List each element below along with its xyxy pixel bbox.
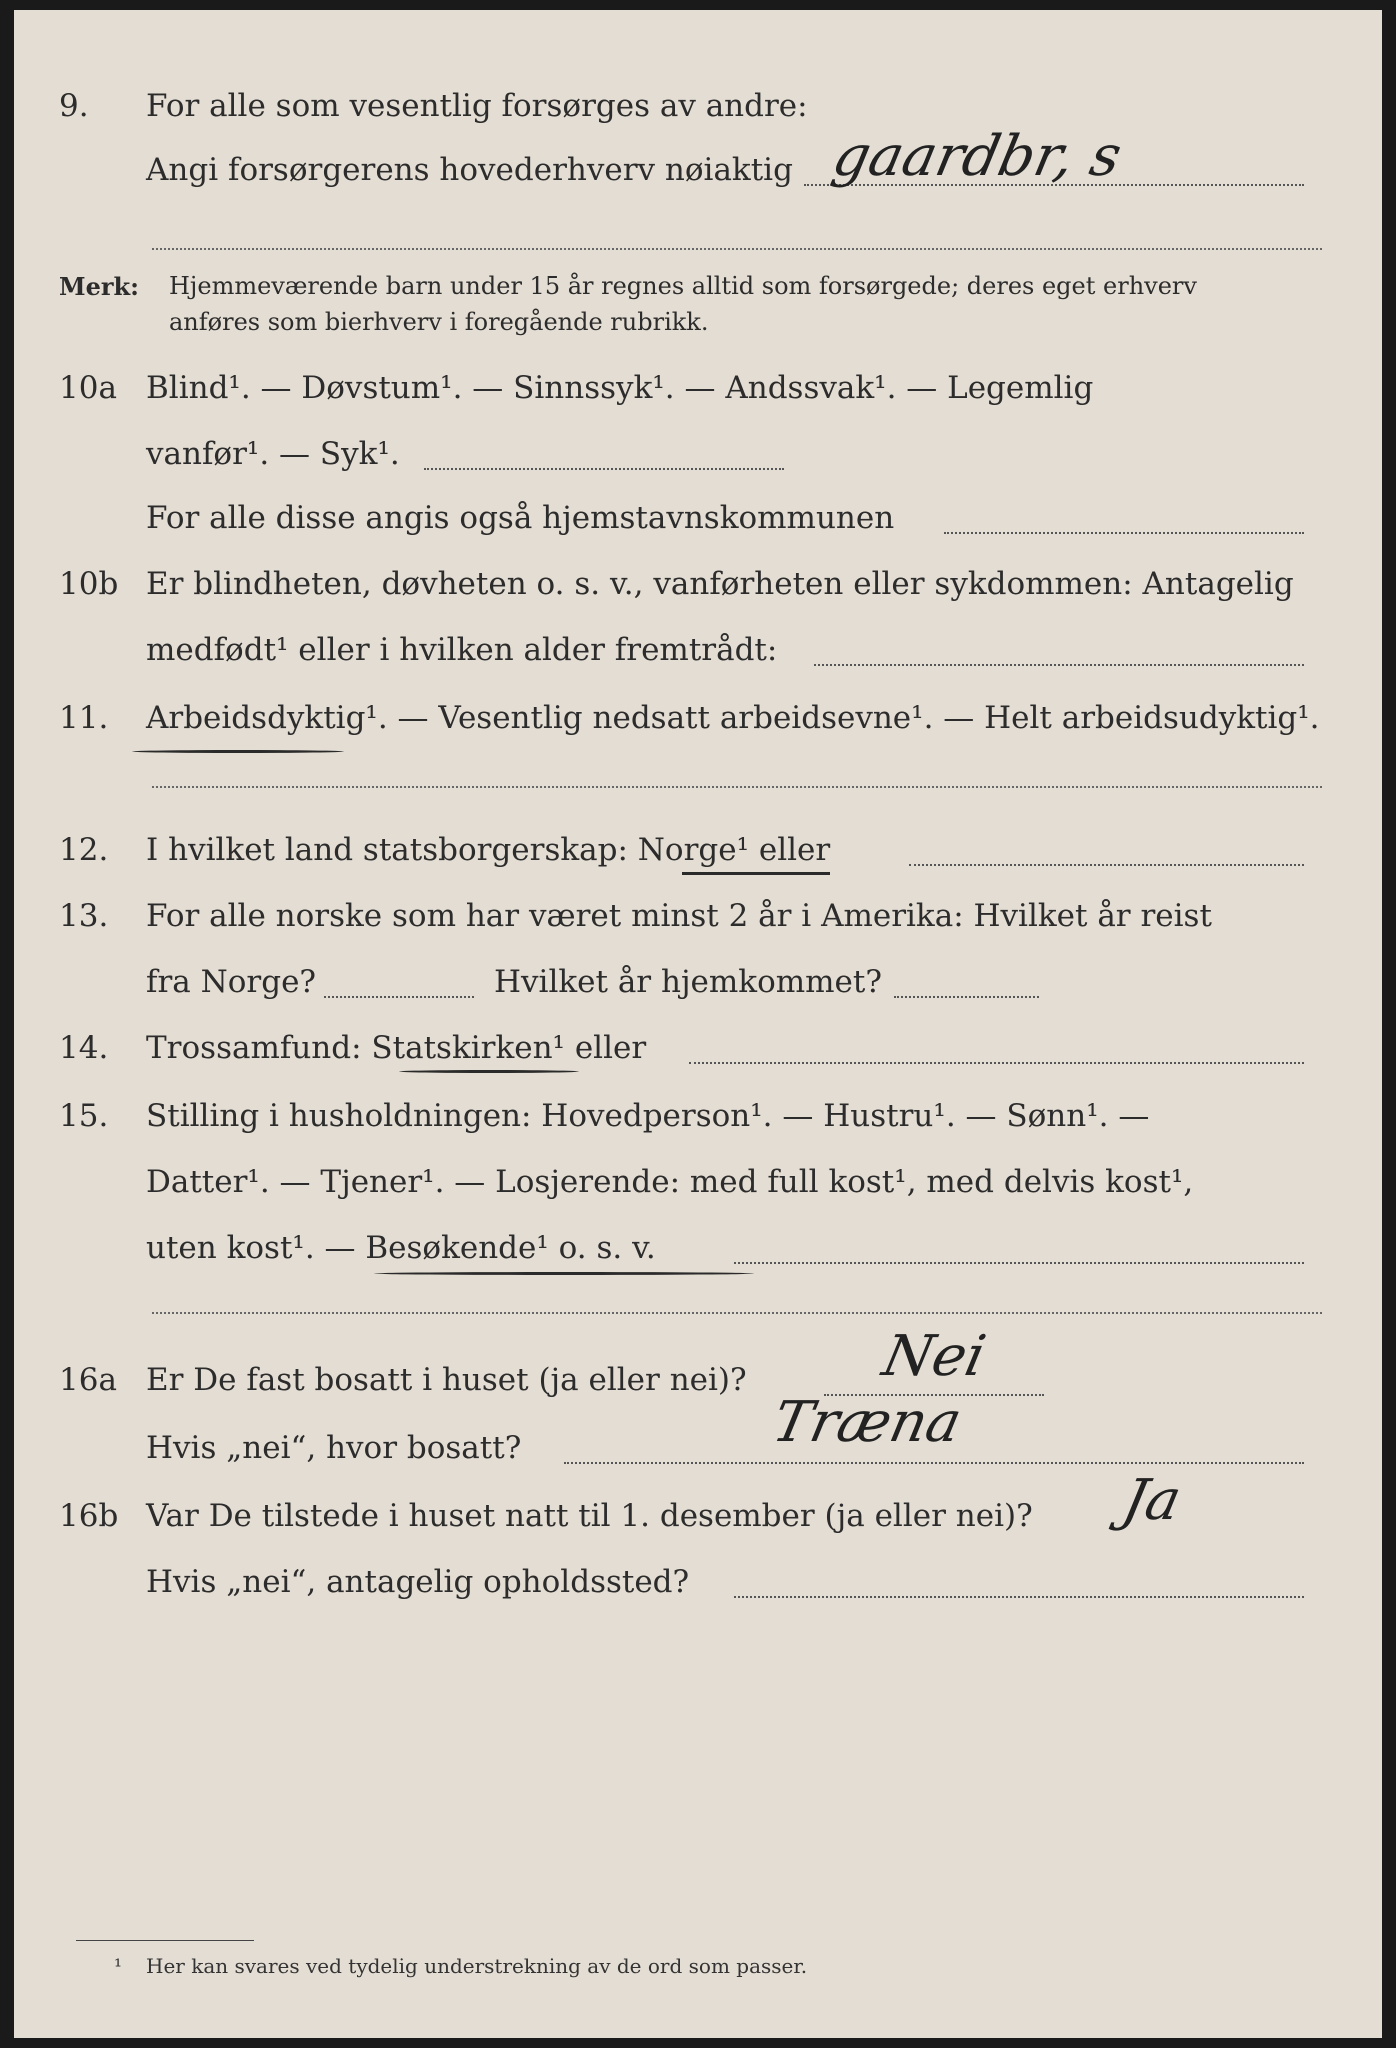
q9-number: 9. — [59, 88, 89, 124]
q12-underline-mark — [682, 872, 830, 875]
q9-extra-line — [152, 248, 1322, 250]
q10b-number: 10b — [59, 566, 119, 602]
footnote-mark: ¹ — [114, 1954, 123, 1978]
q9-line2: Angi forsørgerens hovederhverv nøiaktig — [146, 152, 793, 188]
q11-number: 11. — [59, 700, 109, 736]
q14-answer-line — [689, 1062, 1304, 1064]
q11-extra-line — [152, 786, 1322, 788]
q14-number: 14. — [59, 1030, 109, 1066]
q13-reist-line — [324, 996, 474, 998]
q16a-number: 16a — [59, 1362, 117, 1398]
merk-line1: Hjemmeværende barn under 15 år regnes alltid som forsørgede; deres eget erhverv — [169, 272, 1197, 300]
q16a-handwritten-answer1: Nei — [877, 1324, 991, 1389]
q16a-line1: Er De fast bosatt i huset (ja eller nei)? — [146, 1362, 747, 1398]
q12-answer-line — [909, 864, 1304, 866]
merk-label: Merk: — [59, 272, 139, 301]
q14-underline-mark — [399, 1070, 579, 1073]
q16b-line2: Hvis „nei“, antagelig opholdssted? — [146, 1564, 690, 1600]
q16b-handwritten-answer1: Ja — [1117, 1468, 1187, 1533]
q16a-line2: Hvis „nei“, hvor bosatt? — [146, 1430, 522, 1466]
q11-underline-mark — [132, 750, 344, 753]
q9-handwritten-answer: gaardbr, s — [827, 124, 1127, 189]
q16b-line1: Var De tilstede i huset natt til 1. desember (ja eller nei)? — [146, 1498, 1033, 1534]
q10b-answer-line — [814, 664, 1304, 666]
q15-line3: uten kost¹. — Besøkende¹ o. s. v. — [146, 1230, 656, 1266]
q10a-number: 10a — [59, 370, 117, 406]
q10a-line1: Blind¹. — Døvstum¹. — Sinnssyk¹. — Andssvak¹. — Legemlig — [146, 370, 1094, 406]
q11-line1: Arbeidsdyktig¹. — Vesentlig nedsatt arbeidsevne¹. — Helt arbeidsudyktig¹. — [146, 700, 1320, 736]
footnote-rule — [76, 1940, 254, 1941]
q10a-line3: For alle disse angis også hjemstavnskommunen — [146, 500, 895, 536]
q9-line1: For alle som vesentlig forsørges av andre: — [146, 88, 808, 124]
q15-underline-mark — [374, 1272, 754, 1275]
q10a-answer-line — [424, 468, 784, 470]
q15-extra-line — [152, 1312, 1322, 1314]
q13-line2a: fra Norge? — [146, 964, 317, 1000]
merk-line2: anføres som bierhverv i foregående rubrikk. — [169, 308, 709, 336]
q13-line1: For alle norske som har været minst 2 år i Amerika: Hvilket år reist — [146, 898, 1212, 934]
q15-number: 15. — [59, 1098, 109, 1134]
q10b-line1: Er blindheten, døvheten o. s. v., vanførheten eller sykdommen: Antagelig — [146, 566, 1294, 602]
q10a-line2: vanfør¹. — Syk¹. — [146, 436, 400, 472]
census-form-page — [14, 10, 1382, 2038]
footnote-text: Her kan svares ved tydelig understrekning av de ord som passer. — [146, 1954, 808, 1978]
q15-answer-line — [734, 1262, 1304, 1264]
q16b-number: 16b — [59, 1498, 119, 1534]
q16a-handwritten-answer2: Træna — [767, 1390, 968, 1455]
q12-line1: I hvilket land statsborgerskap: Norge¹ eller — [146, 832, 831, 868]
q10a-kommune-line — [944, 532, 1304, 534]
q13-hjemkommet-line — [894, 996, 1039, 998]
q14-line1: Trossamfund: Statskirken¹ eller — [146, 1030, 647, 1066]
q16b-answer2-line — [734, 1596, 1304, 1598]
q13-line2b: Hvilket år hjemkommet? — [494, 964, 882, 1000]
q16a-answer2-line — [564, 1462, 1304, 1464]
q10b-line2: medfødt¹ eller i hvilken alder fremtrådt: — [146, 632, 778, 668]
q15-line1: Stilling i husholdningen: Hovedperson¹. — Hustru¹. — Sønn¹. — — [146, 1098, 1150, 1134]
q13-number: 13. — [59, 898, 109, 934]
q12-number: 12. — [59, 832, 109, 868]
q15-line2: Datter¹. — Tjener¹. — Losjerende: med full kost¹, med delvis kost¹, — [146, 1164, 1194, 1200]
